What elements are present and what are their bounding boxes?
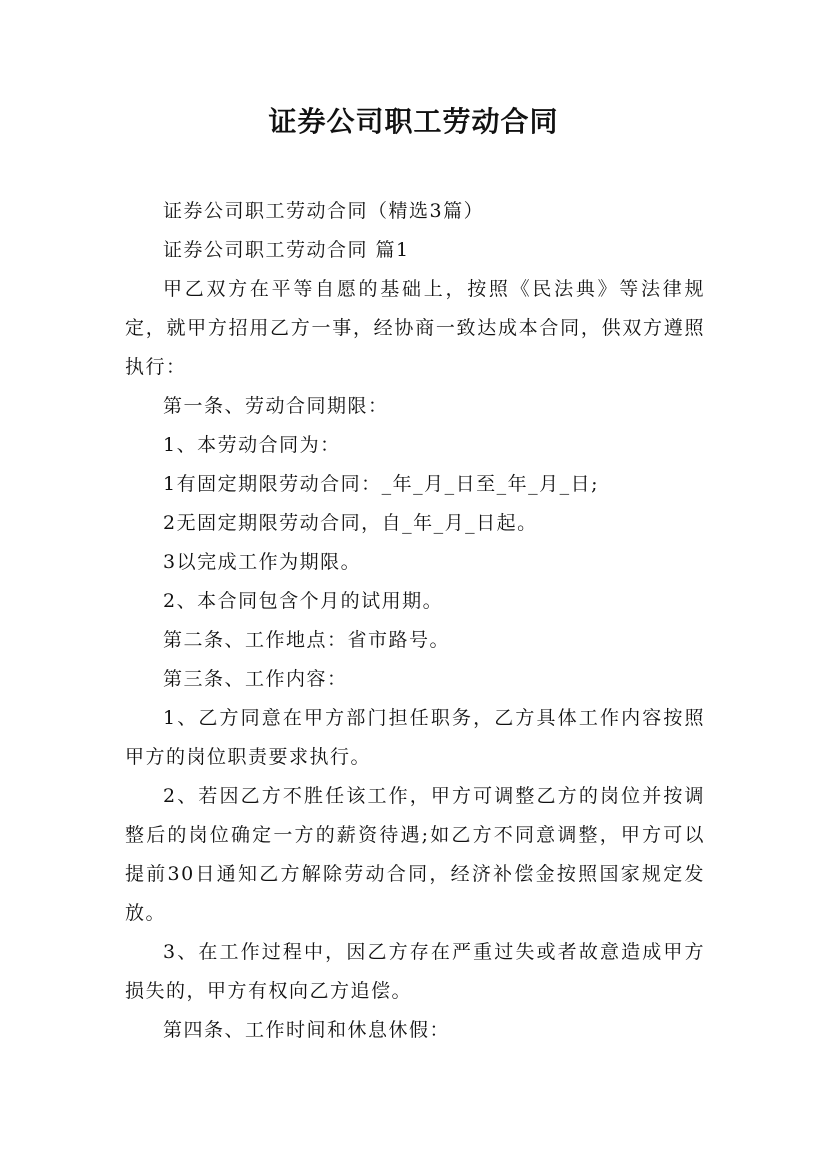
paragraph: 证券公司职工劳动合同（精选3篇） [163,200,485,222]
paragraph: 1、本劳动合同为： [163,434,341,456]
paragraph: 第四条、工作时间和休息休假： [163,1019,451,1041]
paragraph: 第三条、工作内容： [163,668,348,690]
paragraph: 证券公司职工劳动合同 篇1 [163,239,410,261]
document-body [125,192,705,1050]
paragraph: 2无固定期限劳动合同，自_年_月_日起。 [163,512,538,534]
paragraph: 第二条、工作地点：省市路号。 [163,629,451,651]
paragraph: 1、乙方同意在甲方部门担任职务，乙方具体工作内容按照甲方的岗位职责要求执行。 [125,707,705,768]
paragraph: 1有固定期限劳动合同：_年_月_日至_年_月_日; [163,473,599,495]
document-title: 证券公司职工劳动合同 [268,105,559,138]
paragraph: 甲乙双方在平等自愿的基础上，按照《民法典》等法律规定，就甲方招用乙方一事，经协商一致达成本合同，供双方遵照执行： [125,278,705,378]
paragraph: 2、若因乙方不胜任该工作，甲方可调整乙方的岗位并按调整后的岗位确定一方的薪资待遇;如乙方不同意调整，甲方可以提前30日通知乙方解除劳动合同，经济补偿金按照国家规定发放。 [125,785,705,924]
paragraph: 第一条、劳动合同期限： [163,395,389,417]
paragraph: 3、在工作过程中，因乙方存在严重过失或者故意造成甲方损失的，甲方有权向乙方追偿。 [125,941,705,1002]
paragraph: 3以完成工作为期限。 [163,551,362,573]
paragraph: 2、本合同包含个月的试用期。 [163,590,444,612]
